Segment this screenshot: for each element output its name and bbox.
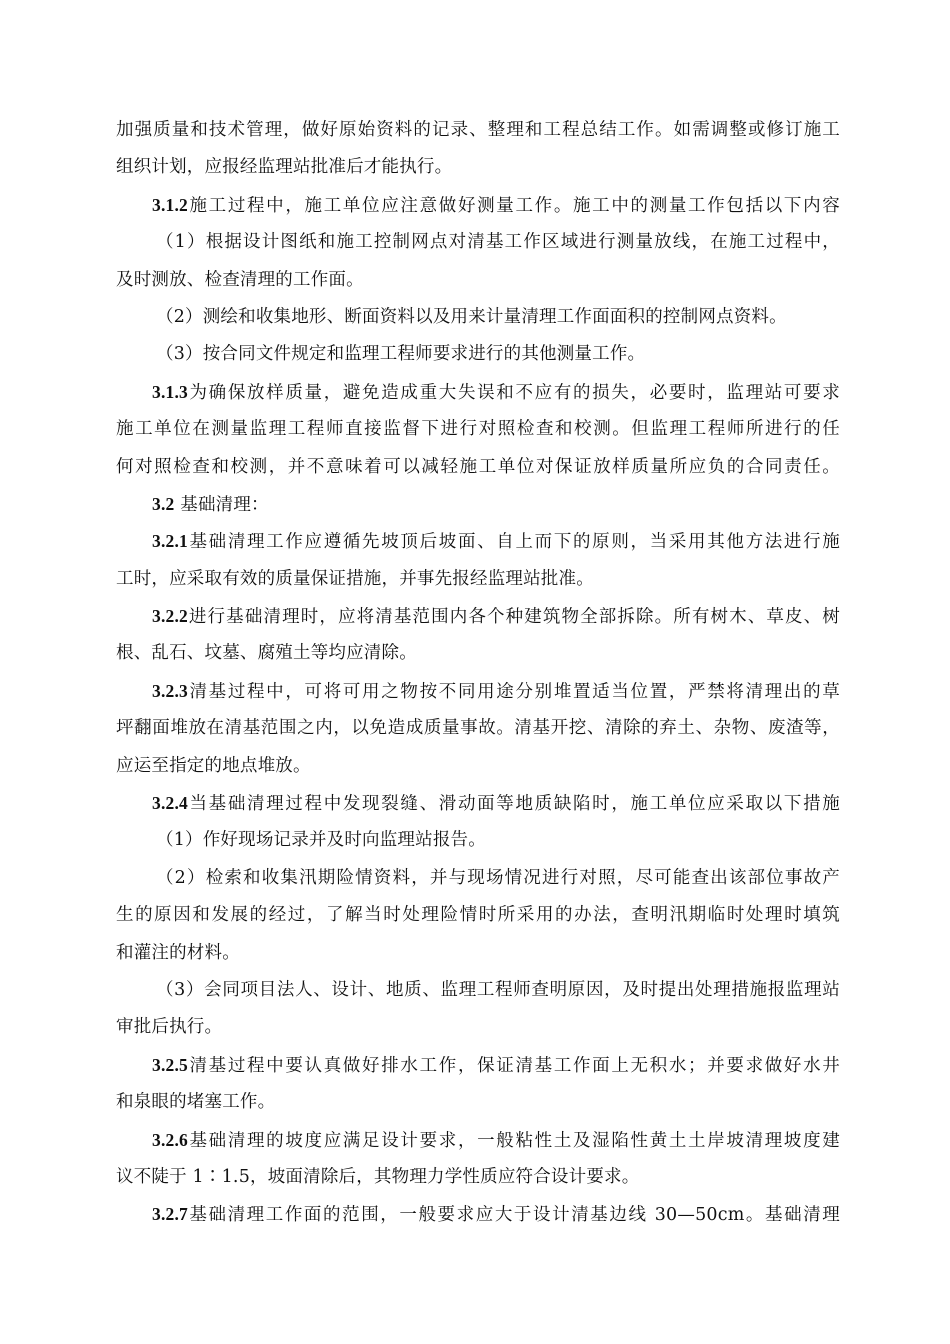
text-line-5: 及时测放、检查清理的工作面。 [116,269,364,290]
clause-3-2-6: 3.2.6基础清理的坡度应满足设计要求，一般粘性土及湿陷性黄土土岸坡清理坡度建 [152,1129,840,1151]
clause-3-2-3: 3.2.3清基过程中，可将可用之物按不同用途分别堆置适当位置，严禁将清理出的草 [152,680,840,702]
text-line-29: 议不陡于 1∶1.5，坡面清除后，其物理力学性质应符合设计要求。 [116,1166,640,1187]
text-line-2: 组织计划，应报经监理站批准后才能执行。 [116,157,453,178]
text-line-20: （1）作好现场记录并及时向监理站报告。 [156,830,486,851]
text-line-13: 工时，应采取有效的质量保证措施，并事先报经监理站批准。 [116,568,594,589]
text-line-4: （1）根据设计图纸和施工控制网点对清基工作区域进行测量放线，在施工过程中， [156,232,840,253]
text-line-7: （3）按合同文件规定和监理工程师要求进行的其他测量工作。 [156,344,646,365]
clause-3-2-2: 3.2.2进行基础清理时，应将清基范围内各个种建筑物全部拆除。所有树木、草皮、树 [152,606,840,628]
text-line-21: （2）检索和收集汛期险情资料，并与现场情况进行对照，尽可能查出该部位事故产 [156,867,840,888]
text-line-23: 和灌注的材料。 [116,942,240,963]
text-line-24: （3）会同项目法人、设计、地质、监理工程师查明原因，及时提出处理措施报监理站 [156,979,840,1000]
clause-3-2-4: 3.2.4当基础清理过程中发现裂缝、滑动面等地质缺陷时，施工单位应采取以下措施 [152,793,840,815]
text-line-18: 应运至指定的地点堆放。 [116,755,311,776]
clause-3-2-7: 3.2.7基础清理工作面的范围，一般要求应大于设计清基边线 30—50cm。基础清理 [152,1204,840,1226]
clause-3-1-2: 3.1.2施工过程中，施工单位应注意做好测量工作。施工中的测量工作包括以下内容 [152,194,840,216]
text-line-25: 审批后执行。 [116,1017,223,1038]
text-line-10: 何对照检查和校测，并不意味着可以减轻施工单位对保证放样质量所应负的合同责任。 [116,456,840,477]
clause-3-1-3: 3.1.3为确保放样质量，避免造成重大失误和不应有的损失，必要时，监理站可要求 [152,381,840,403]
text-line-27: 和泉眼的堵塞工作。 [116,1092,276,1113]
clause-3-2-5: 3.2.5清基过程中要认真做好排水工作，保证清基工作面上无积水；并要求做好水井 [152,1054,840,1076]
text-line-17: 坪翻面堆放在清基范围之内，以免造成质量事故。清基开挖、清除的弃土、杂物、废渣等， [116,718,840,739]
text-line-15: 根、乱石、坟墓、腐殖土等均应清除。 [116,643,417,664]
text-line-1: 加强质量和技术管理，做好原始资料的记录、整理和工程总结工作。如需调整或修订施工 [116,120,840,140]
text-line-9: 施工单位在测量监理工程师直接监督下进行对照检查和校测。但监理工程师所进行的任 [116,419,840,440]
clause-3-2-1: 3.2.1基础清理工作应遵循先坡顶后坡面、自上而下的原则，当采用其他方法进行施 [152,531,840,553]
text-line-6: （2）测绘和收集地形、断面资料以及用来计量清理工作面面积的控制网点资料。 [156,306,787,327]
text-line-22: 生的原因和发展的经过，了解当时处理险情时所采用的办法，查明汛期临时处理时填筑 [116,905,840,926]
document-body [116,112,840,1234]
section-3-2-heading: 3.2 基础清理： [152,493,269,515]
